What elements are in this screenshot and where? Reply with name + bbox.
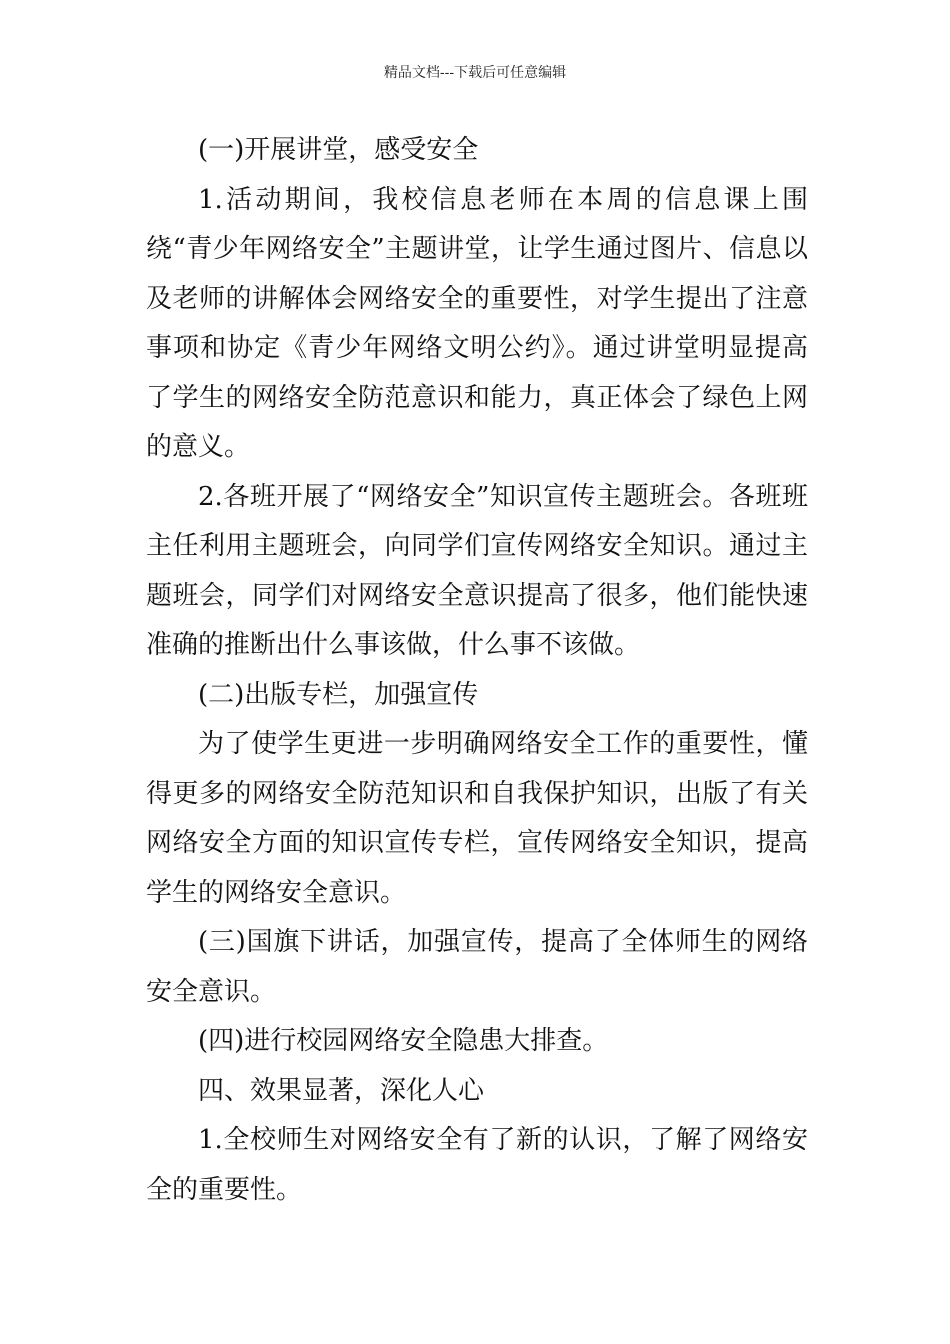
section-heading-1: (一)开展讲堂，感受安全	[198, 135, 479, 165]
section-heading-4: (四)进行校园网络安全隐患大排查。	[198, 1026, 609, 1056]
paragraph-class-meeting: 2.各班开展了“网络安全”知识宣传主题班会。各班班主任利用主题班会，向同学们宣传网络安全知识。通过主题班会，同学们对网络安全意识提高了很多，他们能快速准确的推断出什么事该做，什么事不该做。	[146, 481, 808, 660]
paragraph-result-1: 1.全校师生对网络安全有了新的认识，了解了网络安全的重要性。	[146, 1125, 808, 1205]
chapter-heading-results: 四、效果显著，深化人心	[198, 1075, 485, 1106]
section-heading-3: (三)国旗下讲话，加强宣传，提高了全体师生的网络安全意识。	[146, 927, 808, 1007]
section-heading-2: (二)出版专栏，加强宣传	[198, 679, 479, 710]
document-body	[146, 126, 808, 1215]
paragraph-lecture-activity: 1.活动期间，我校信息老师在本周的信息课上围绕“青少年网络安全”主题讲堂，让学生通过图片、信息以及老师的讲解体会网络安全的重要性，对学生提出了注意事项和协定《青少年网络文明公约》。通过讲堂明显提高了学生的网络安全防范意识和能力，真正体会了绿色上网的意义。	[146, 184, 808, 462]
paragraph-column-publication: 为了使学生更进一步明确网络安全工作的重要性，懂得更多的网络安全防范知识和自我保护知识，出版了有关网络安全方面的知识宣传专栏，宣传网络安全知识，提高学生的网络安全意识。	[146, 729, 808, 908]
page-header: 精品文档---下载后可任意编辑	[383, 65, 567, 81]
